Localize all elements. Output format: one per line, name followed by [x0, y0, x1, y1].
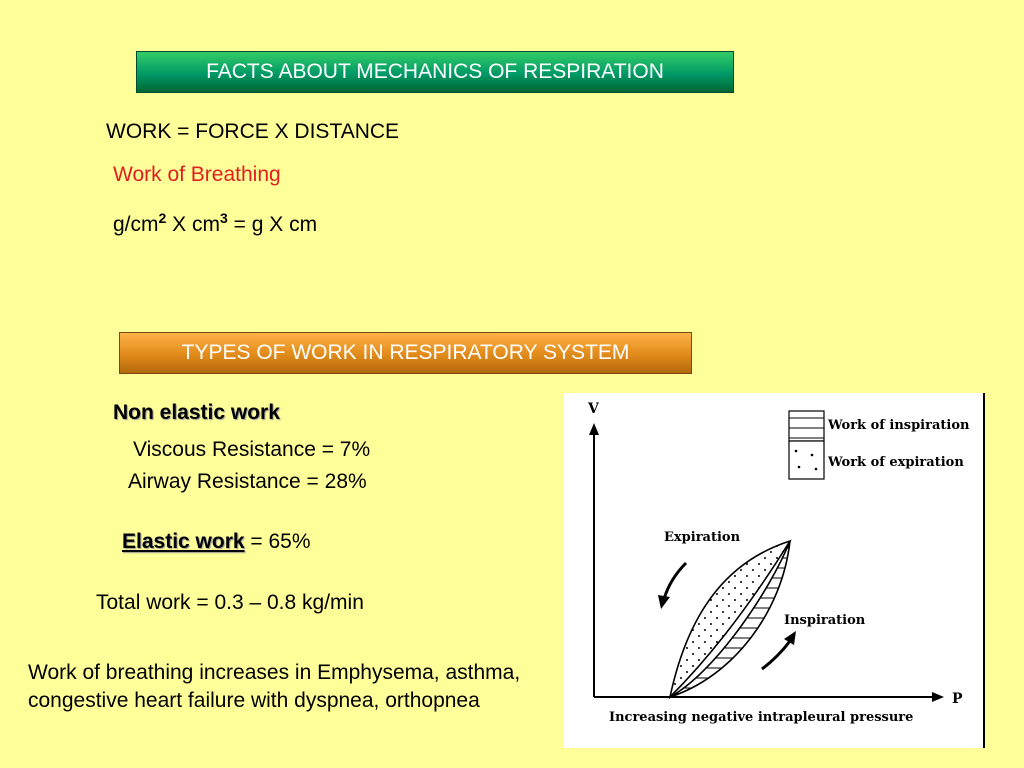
units-formula: [113, 210, 317, 237]
expiration-label: Expiration: [664, 530, 741, 545]
units-part3: = g X cm: [227, 213, 318, 236]
v-axis: [589, 423, 599, 697]
total-work: Total work = 0.3 – 0.8 kg/min: [96, 591, 364, 614]
inspiration-arrow: [762, 631, 796, 669]
airway-resistance: Airway Resistance = 28%: [128, 470, 367, 493]
legend-expiration-swatch: [789, 441, 824, 479]
types-header-text: TYPES OF WORK IN RESPIRATORY SYSTEM: [181, 341, 630, 364]
increase-paragraph: Work of breathing increases in Emphysema, asthma, congestive heart failure with dyspnea, orthopnea: [28, 661, 521, 712]
legend-inspiration-swatch: [789, 411, 824, 441]
units-sup1: 2: [158, 210, 167, 226]
legend-expiration-label: Work of expiration: [828, 455, 964, 470]
elastic-work: [122, 530, 311, 554]
work-formula: WORK = FORCE X DISTANCE: [106, 120, 400, 143]
facts-header-text: FACTS ABOUT MECHANICS OF RESPIRATION: [206, 60, 664, 83]
work-of-breathing-label: Work of Breathing: [113, 163, 281, 186]
v-axis-label: V: [588, 401, 599, 417]
inspiration-label: Inspiration: [784, 613, 866, 628]
p-axis: [594, 692, 944, 702]
non-elastic-title: Non elastic work: [113, 401, 280, 424]
units-part2: X cm: [166, 213, 220, 236]
types-header: [119, 332, 692, 374]
units-sup2: 3: [219, 210, 228, 226]
expiration-area: [670, 541, 790, 697]
x-axis-caption: Increasing negative intrapleural pressure: [609, 710, 914, 725]
legend: [789, 411, 970, 479]
elastic-work-value: = 65%: [244, 530, 311, 553]
pressure-volume-diagram: [564, 393, 985, 748]
units-part1: g/cm: [113, 213, 159, 236]
facts-header: [136, 51, 734, 93]
viscous-resistance: Viscous Resistance = 7%: [133, 438, 371, 461]
p-axis-label: P: [952, 691, 963, 707]
legend-inspiration-label: Work of inspiration: [828, 418, 970, 433]
elastic-work-title: Elastic work: [122, 530, 245, 553]
expiration-arrow: [658, 563, 686, 609]
